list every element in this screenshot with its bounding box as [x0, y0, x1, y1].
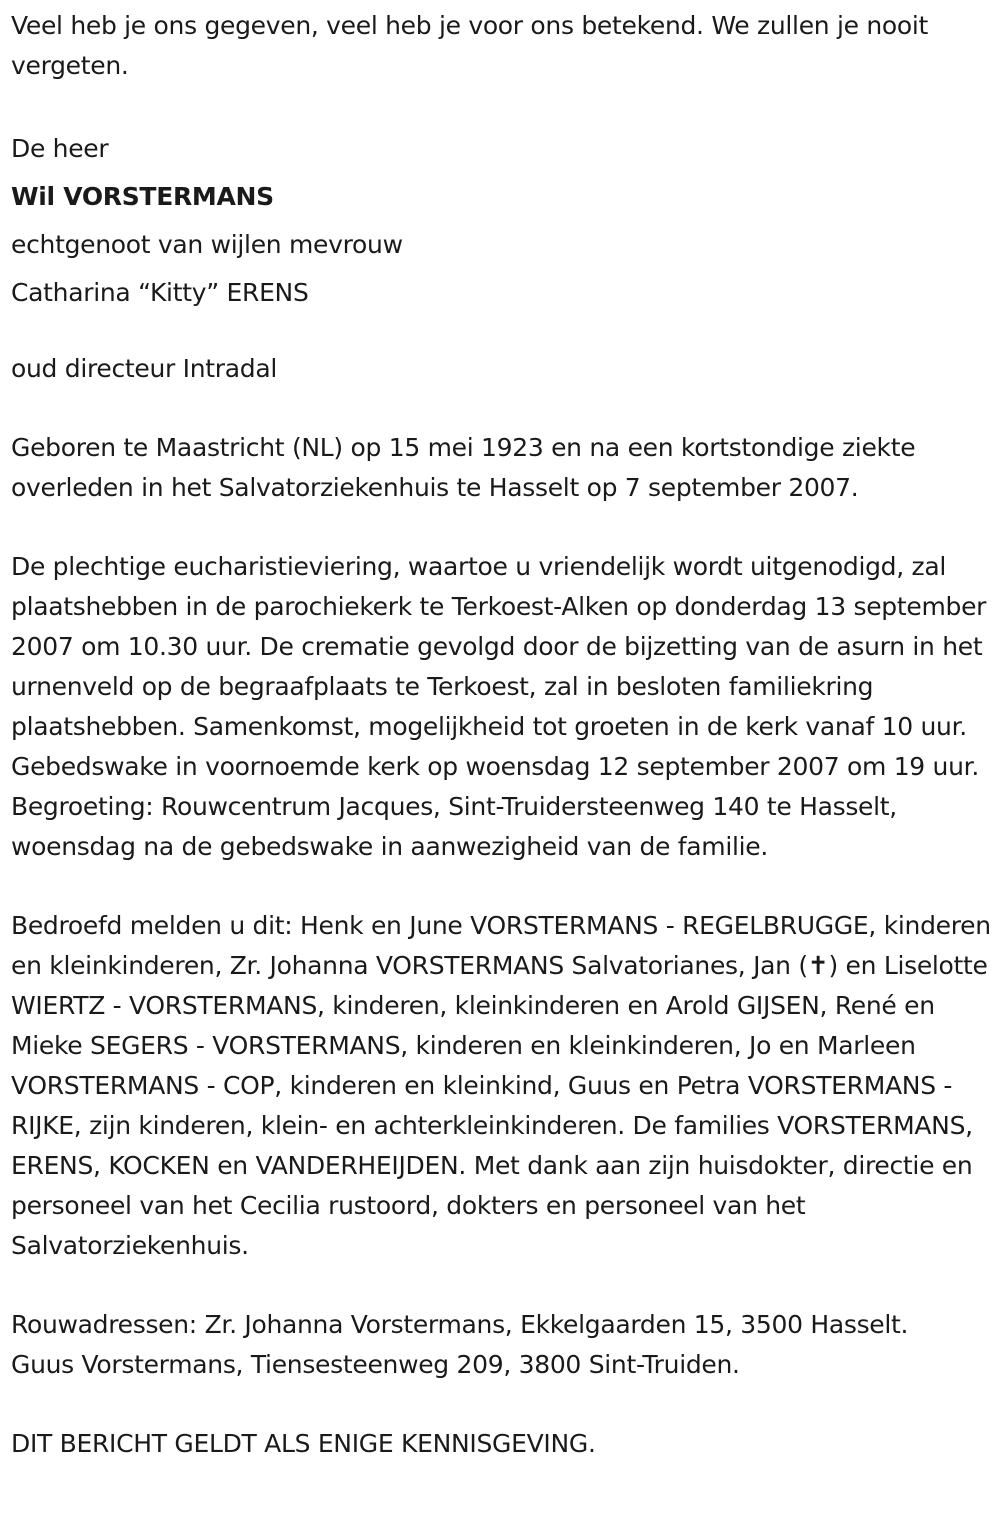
address-line-2: Guus Vorstermans, Tiensesteenweg 209, 3800 Sint-Truiden.: [11, 1350, 740, 1379]
occupation: oud directeur Intradal: [11, 354, 278, 383]
intro-text: Veel heb je ons gegeven, veel heb je voor ons betekend. We zullen je nooit vergeten.: [11, 11, 929, 80]
spouse-line-2: Catharina “Kitty” ERENS: [11, 278, 309, 307]
family-paragraph: Bedroefd melden u dit: Henk en June VORSTERMANS - REGELBRUGGE, kinderen en kleinkinderen, Zr. Johanna VORSTERMANS Salvatorianes, Jan (✝) en Liselotte WIERTZ - VORSTERMANS, kinderen, kleinkinderen en Arold GIJSEN, René en Mieke SEGERS - VORSTERMANS, kinderen en kleinkinderen, Jo en Marleen VORSTERMANS - COP, kinderen en kleinkind, Guus en Petra VORSTERMANS - RIJKE, zijn kinderen, klein- en achterkleinkinderen. De families VORSTERMANS, ERENS, KOCKEN en VANDERHEIJDEN. Met dank aan zijn huisdokter, directie en personeel van het Cecilia rustoord, dokters en personeel van het Salvatorziekenhuis.: [11, 911, 991, 1260]
closing-statement: DIT BERICHT GELDT ALS ENIGE KENNISGEVING.: [11, 1429, 596, 1458]
address-line-1: Rouwadressen: Zr. Johanna Vorstermans, Ekkelgaarden 15, 3500 Hasselt.: [11, 1310, 909, 1339]
salutation: De heer: [11, 134, 109, 163]
spouse-line-1: echtgenoot van wijlen mevrouw: [11, 230, 403, 259]
deceased-name: Wil VORSTERMANS: [11, 182, 274, 211]
ceremony-paragraph: De plechtige eucharistieviering, waartoe u vriendelijk wordt uitgenodigd, zal plaatshebben in de parochiekerk te Terkoest-Alken op donderdag 13 september 2007 om 10.30 uur. De crematie gevolgd door de bijzetting van de asurn in het urnenveld op de begraafplaats te Terkoest, zal in besloten familiekring plaatshebben. Samenkomst, mogelijkheid tot groeten in de kerk vanaf 10 uur. Gebedswake in voornoemde kerk op woensdag 12 september 2007 om 19 uur. Begroeting: Rouwcentrum Jacques, Sint-Truidersteenweg 140 te Hasselt, woensdag na de gebedswake in aanwezigheid van de familie.: [11, 552, 987, 861]
obituary-notice: [11, 6, 996, 1464]
birth-death-paragraph: Geboren te Maastricht (NL) op 15 mei 1923 en na een kortstondige ziekte overleden in het Salvatorziekenhuis te Hasselt op 7 september 2007.: [11, 433, 916, 502]
